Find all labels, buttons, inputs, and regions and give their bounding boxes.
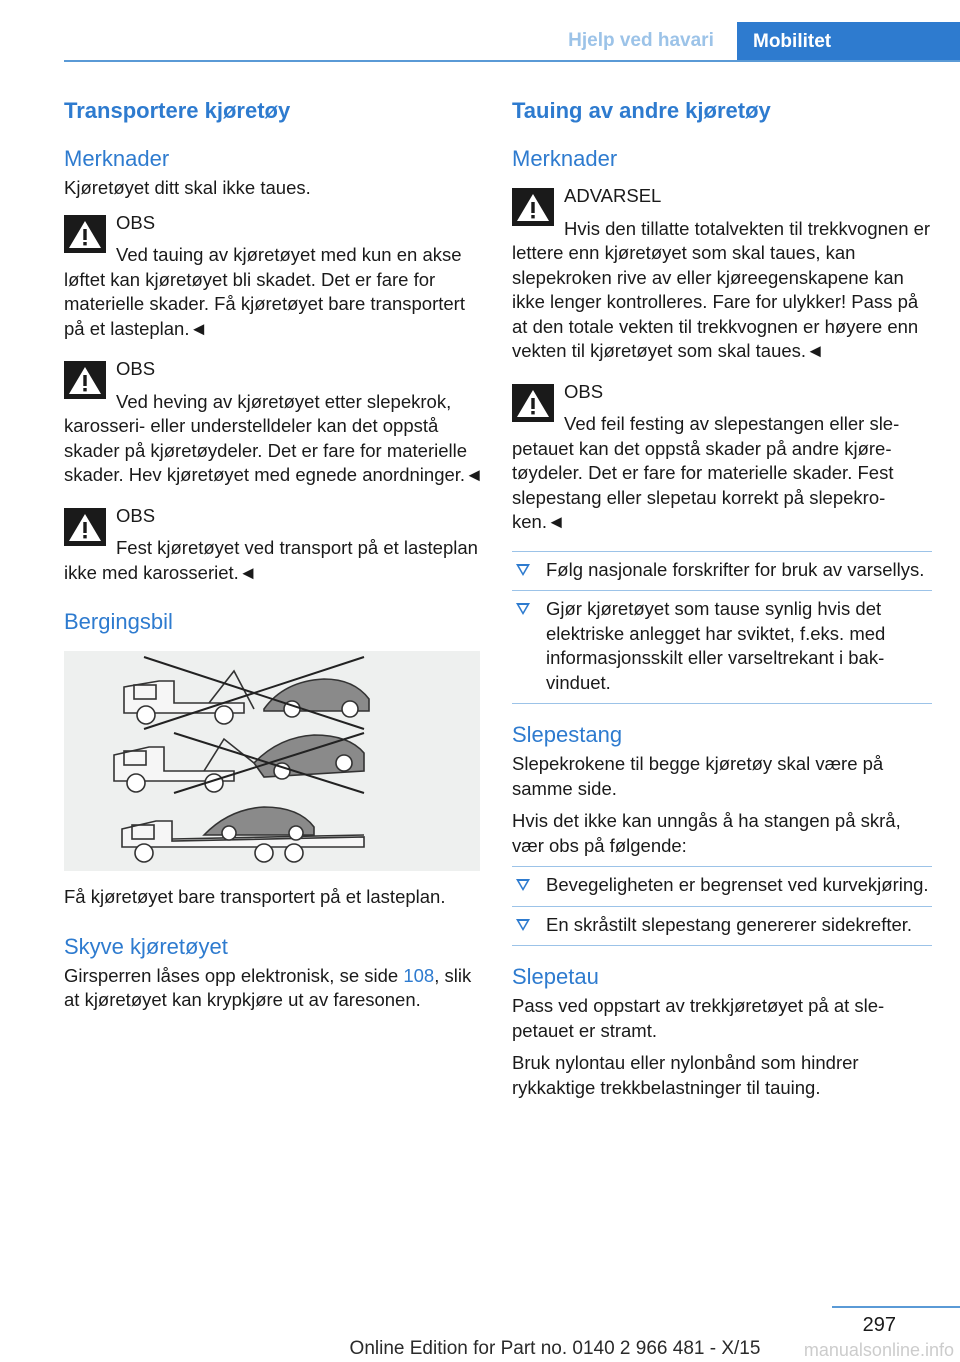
warning-body: Ved heving av kjøretøyet etter slepekrok, karosseri- eller understelldeler kan det oppstå skader på kjøretøydeler. Det er fare for materielle skader. Hev kjøretøyet med egnede anordninger.◄ — [64, 390, 484, 485]
list-item — [512, 591, 932, 704]
warning-block — [512, 184, 932, 364]
bullet-triangle-icon — [516, 879, 530, 891]
list-item-text: En skråstilt slepestang genererer sidekrefter. — [546, 913, 913, 935]
warning-block — [64, 357, 484, 488]
warning-heading: OBS — [116, 211, 156, 233]
warning-heading: OBS — [564, 380, 604, 402]
bullet-triangle-icon — [516, 603, 530, 615]
bullet-list — [512, 866, 932, 946]
header-divider — [64, 60, 960, 62]
page-link-108[interactable]: 108 — [403, 964, 435, 986]
warning-triangle-icon — [64, 508, 106, 546]
warning-heading: OBS — [116, 504, 156, 526]
tow-truck-caption: Få kjøretøyet bare transportert på et lasteplan. — [64, 886, 446, 907]
warning-triangle-icon — [64, 361, 106, 399]
warning-block — [512, 380, 932, 535]
right-column — [512, 96, 932, 1108]
left-column — [64, 96, 484, 1021]
bullet-list — [512, 551, 932, 705]
page-number: 297 — [862, 1314, 896, 1336]
tow-truck-drawing — [64, 651, 480, 871]
tow-truck-heading: Bergingsbil — [64, 609, 173, 634]
section-tab-help[interactable]: Hjelp ved havari — [568, 30, 714, 51]
warning-triangle-icon — [64, 215, 106, 253]
warning-triangle-icon — [512, 188, 554, 226]
section-title-towing-others: Tauing av andre kjøretøy — [512, 98, 771, 123]
section-tab-mobility[interactable]: Mobilitet — [737, 22, 960, 62]
push-vehicle-text — [64, 964, 484, 1013]
watermark: manualsonline.info — [803, 1340, 954, 1360]
tow-rope-text-1: Pass ved oppstart av trekkjøretøyet på at slepetauet er stramt. — [512, 995, 885, 1041]
footer-divider — [832, 1306, 960, 1308]
list-item — [512, 867, 932, 907]
list-item-text: Gjør kjøretøyet som tause synlig hvis det elektriske anlegget har sviktet, f.eks. med informasjonsskilt eller varseltrekant i bakvinduet. — [546, 598, 886, 693]
warning-triangle-icon — [512, 384, 554, 422]
tow-rope-heading: Slepetau — [512, 964, 599, 989]
push-text-after: , slik at kjøretøyet kan krypkjøre ut av faresonen. — [64, 964, 472, 1010]
warning-body: Ved tauing av kjøretøyet med kun en akse løftet kan kjøretøyet bli skadet. Det er fare for materielle skader. Få kjøretøyet bare transportert på et lasteplan.◄ — [64, 244, 465, 339]
notes-text: Kjøretøyet ditt skal ikke taues. — [64, 177, 311, 198]
list-item-text: Følg nasjonale forskrifter for bruk av varsellys. — [546, 558, 925, 580]
tow-rope-text-2: Bruk nylontau eller nylonbånd som hindrer rykkaktige trekkbelastninger til tauing. — [512, 1052, 859, 1098]
bullet-triangle-icon — [516, 564, 530, 576]
tow-bar-heading: Slepestang — [512, 722, 623, 747]
tow-bar-text-2: Hvis det ikke kan unngås å ha stangen på skrå, vær obs på følgende: — [512, 810, 901, 856]
tow-bar-text-1: Slepekrokene til begge kjøretøy skal være på samme side. — [512, 753, 884, 799]
notes-heading: Merknader — [512, 146, 618, 171]
list-item-text: Bevegeligheten er begrenset ved kurvekjøring. — [546, 874, 929, 895]
section-title-transport: Transportere kjøretøy — [64, 98, 291, 123]
list-item — [512, 552, 932, 592]
warning-body: Ved feil festing av slepestangen eller slepetauet kan det oppstå skader på andre kjøretøydeler. Det er fare for materielle skader. Fest slepestang eller slepetau korrekt på slepekroken.◄ — [512, 413, 900, 532]
page-header — [0, 0, 960, 62]
list-item — [512, 907, 932, 947]
warning-block — [64, 504, 484, 586]
notes-heading: Merknader — [64, 146, 170, 171]
push-vehicle-heading: Skyve kjøretøyet — [64, 933, 228, 959]
warning-heading: OBS — [116, 358, 156, 379]
bullet-triangle-icon — [516, 919, 530, 931]
warning-block — [64, 211, 484, 342]
warning-heading: ADVARSEL — [564, 185, 662, 206]
push-text-before: Girsperren låses opp elektronisk, se side — [64, 964, 404, 986]
edition-footer: Online Edition for Part no. 0140 2 966 481 - X/15 — [349, 1338, 761, 1359]
tow-truck-illustration — [64, 651, 480, 871]
warning-body: Hvis den tillatte totalvekten til trekkvognen er lettere enn kjøretøyet som skal taues, kan slepekroken rive av eller kjøreegenskapene kan ikke lenger kontrolleres. Fare for ulykker! Pass på at den totale vekten til trekkvognen er høyere enn vekten til kjøretøyet som skal taues.◄ — [512, 217, 931, 361]
warning-body: Fest kjøretøyet ved transport på et lasteplan ikke med karosseriet.◄ — [64, 537, 478, 583]
